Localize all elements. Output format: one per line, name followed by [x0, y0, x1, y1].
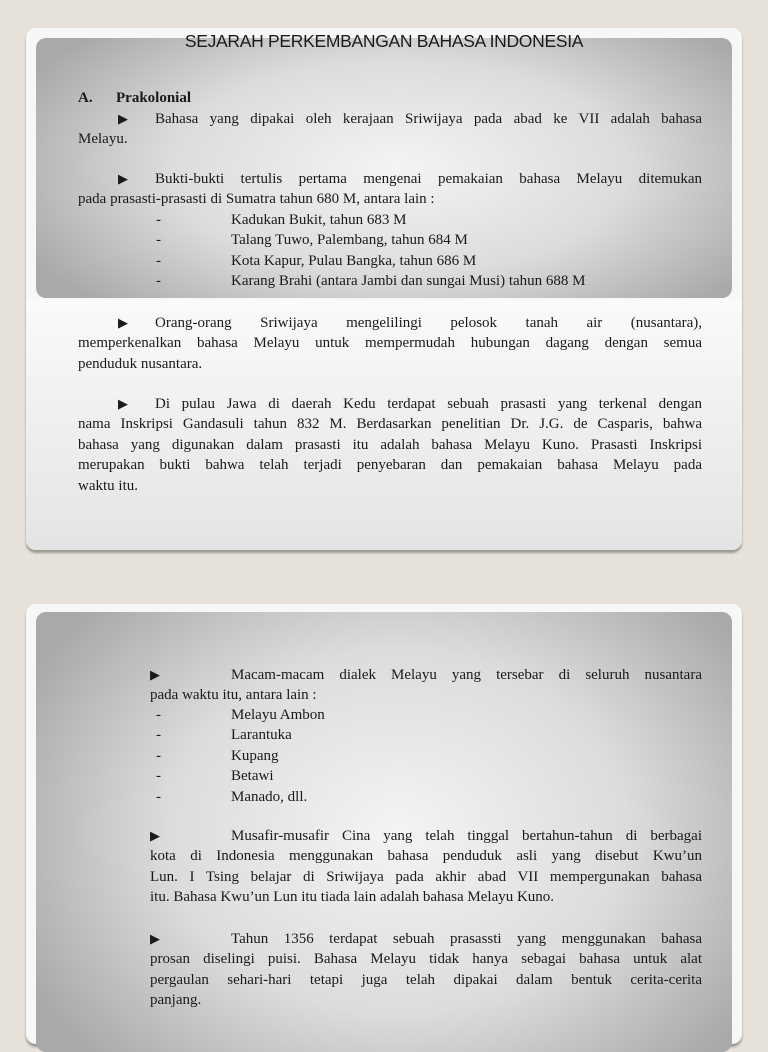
- page-title: SEJARAH PERKEMBANGAN BAHASA INDONESIA: [184, 31, 584, 51]
- list-marker: -: [156, 768, 161, 785]
- paragraph-line: pergaulan sehari-hari tetapi juga telah dipakai dalam bentuk cerita-cerita: [150, 971, 702, 988]
- paragraph-line: nama Inskripsi Gandasuli tahun 832 M. Berdasarkan penelitian Dr. J.G. de Casparis, bahwa: [78, 416, 702, 433]
- paragraph-line: prosan diselingi puisi. Bahasa Melayu tidak hanya sebagai bahasa untuk alat: [150, 951, 702, 968]
- paragraph-line: bahasa yang digunakan dalam prasasti itu adalah bahasa Melayu Kuno. Prasasti Inskripsi: [78, 436, 702, 453]
- paragraph-line: Orang-orang Sriwijaya mengelilingi pelosok tanah air (nusantara),: [155, 315, 702, 331]
- paragraph-line: Tahun 1356 terdapat sebuah prasassti yang menggunakan bahasa: [231, 931, 702, 947]
- bullet-arrow-icon: ▶: [118, 315, 128, 330]
- list-item: Kupang: [231, 747, 279, 764]
- list-marker: -: [156, 252, 161, 269]
- list-marker: -: [156, 212, 161, 228]
- paragraph-line: itu. Bahasa Kwu’un Lun itu tiada lain adalah bahasa Melayu Kuno.: [150, 889, 555, 906]
- list-marker: -: [156, 788, 161, 805]
- paragraph-line: Bahasa yang dipakai oleh kerajaan Sriwijaya pada abad ke VII adalah bahasa: [155, 111, 702, 127]
- list-item: Talang Tuwo, Palembang, tahun 684 M: [231, 232, 468, 249]
- paragraph-line: pada prasasti-prasasti di Sumatra tahun 680 M, antara lain :: [78, 191, 435, 208]
- bullet-arrow-icon: ▶: [118, 171, 128, 186]
- paragraph-line: Di pulau Jawa di daerah Kedu terdapat sebuah prasasti yang terkenal dengan: [155, 396, 702, 412]
- paragraph-line: memperkenalkan bahasa Melayu untuk mempermudah hubungan dagang dengan semua: [78, 335, 702, 352]
- section-heading: Prakolonial: [116, 90, 192, 106]
- list-item: Melayu Ambon: [231, 707, 325, 723]
- paragraph-line: pada waktu itu, antara lain :: [150, 687, 317, 704]
- list-item: Manado, dll.: [231, 788, 308, 805]
- paragraph-line: waktu itu.: [78, 477, 138, 494]
- paragraph-line: penduduk nusantara.: [78, 355, 203, 372]
- bullet-arrow-icon: ▶: [150, 828, 160, 843]
- paragraph-line: Lun. I Tsing belajar di Sriwijaya pada akhir abad VII mempergunakan bahasa: [150, 868, 702, 885]
- list-item: Betawi: [231, 768, 274, 785]
- list-marker: -: [156, 747, 161, 764]
- bullet-arrow-icon: ▶: [150, 931, 160, 946]
- bullet-arrow-icon: ▶: [118, 396, 128, 411]
- paragraph-line: merupakan bukti bahwa telah terjadi penyebaran dan pemakaian bahasa Melayu pada: [78, 457, 702, 474]
- list-item: Karang Brahi (antara Jambi dan sungai Musi) tahun 688 M: [231, 273, 586, 290]
- bullet-arrow-icon: ▶: [118, 111, 128, 126]
- list-item: Kadukan Bukit, tahun 683 M: [231, 212, 407, 228]
- list-marker: -: [156, 273, 161, 290]
- list-item: Kota Kapur, Pulau Bangka, tahun 686 M: [231, 252, 477, 269]
- list-marker: -: [156, 232, 161, 249]
- list-marker: -: [156, 727, 161, 744]
- paragraph-line: kota di Indonesia menggunakan bahasa penduduk asli yang disebut Kwu’un: [150, 848, 702, 865]
- paragraph-line: Melayu.: [78, 131, 128, 148]
- paragraph-line: Musafir-musafir Cina yang telah tinggal bertahun-tahun di berbagai: [231, 828, 702, 844]
- section-letter: A.: [78, 90, 93, 106]
- paragraph-line: Macam-macam dialek Melayu yang tersebar di seluruh nusantara: [231, 667, 702, 683]
- list-item: Larantuka: [231, 727, 292, 744]
- bullet-arrow-icon: ▶: [150, 667, 160, 682]
- paragraph-line: panjang.: [150, 992, 202, 1009]
- paragraph-line: Bukti-bukti tertulis pertama mengenai pemakaian bahasa Melayu ditemukan: [155, 171, 702, 187]
- list-marker: -: [156, 707, 161, 723]
